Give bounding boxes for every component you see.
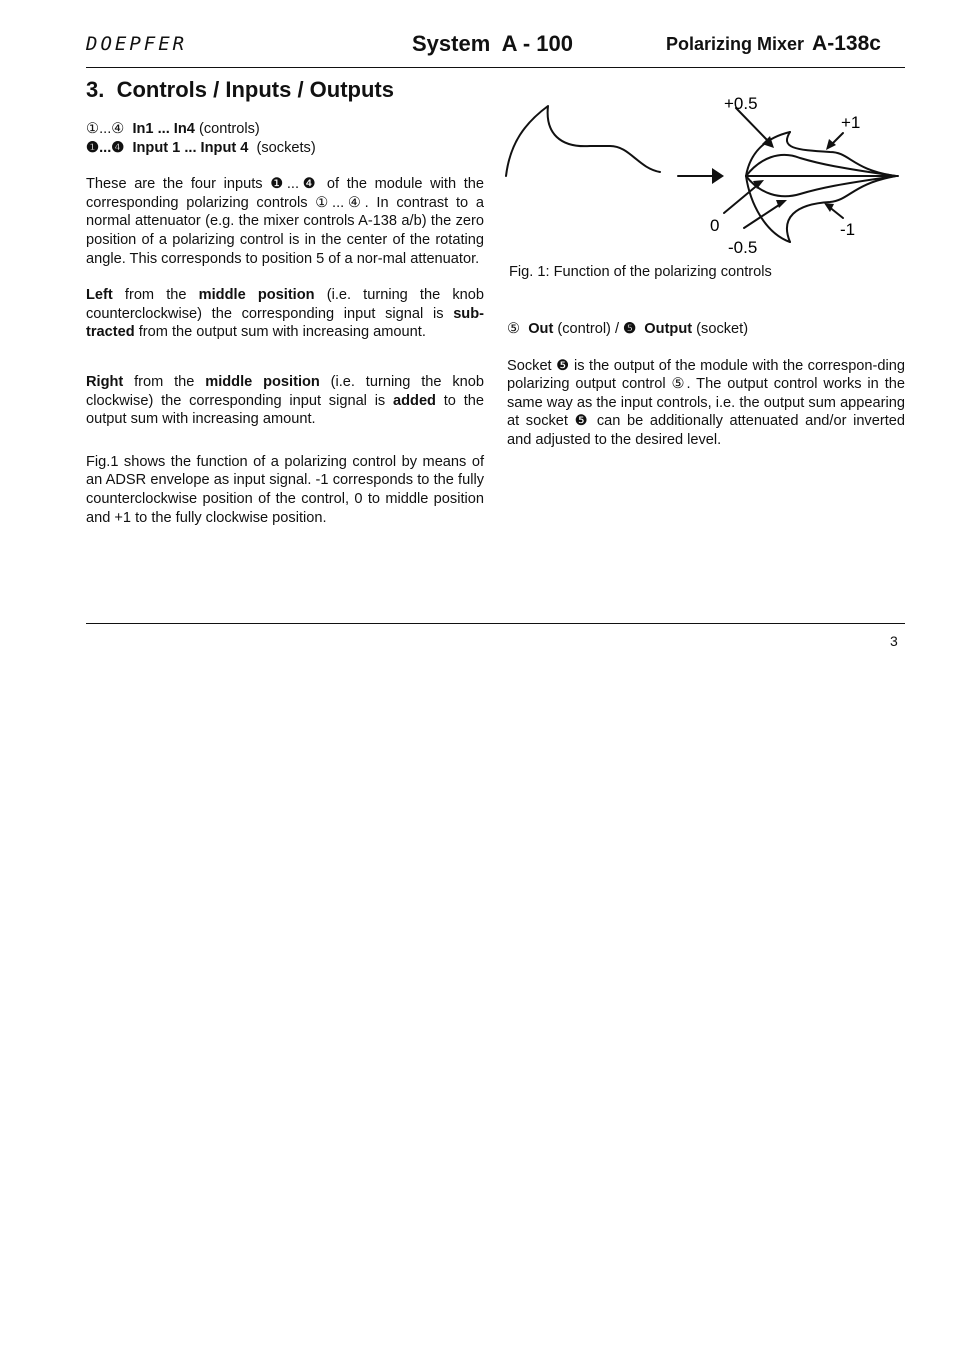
doepfer-logo: DOEPFER (86, 33, 188, 55)
input-arrowhead (712, 168, 724, 184)
envelope-inner-plus (746, 155, 896, 176)
envelope-minus05 (746, 176, 790, 242)
header-rule (86, 67, 905, 68)
right-paragraph (86, 373, 484, 429)
left-text-2: (i.e. turning the knob counterclockwise) the corresponding input signal is (86, 287, 484, 322)
right-text-1: from the (123, 373, 206, 390)
out-control-symbol: ⑤ (507, 321, 521, 337)
right-term: Right (86, 373, 124, 390)
output-line (507, 320, 905, 339)
adsr-envelope (506, 106, 660, 176)
output-socket-symbol: ❺ (623, 321, 637, 337)
fig-explanation-paragraph: Fig.1 shows the function of a polarizing control by means of an ADSR envelope as input signal. -1 corresponds to the fully counterclockwise position of the control, 0 to middle position and +1 to the fully clockwise position. (86, 453, 484, 526)
controls-note: (controls) (194, 121, 260, 137)
label-minus1: -1 (840, 220, 856, 239)
envelope-plus1 (787, 132, 896, 176)
right-text-2: (i.e. turning the knob clockwise) the corresponding input signal is (86, 373, 484, 409)
sockets-symbols: ❶...❹ (86, 139, 125, 156)
system-title: System A - 100 (412, 31, 574, 56)
out-control-note: (control) / (553, 321, 624, 337)
left-text-3: from the output sum with increasing amount. (134, 324, 426, 341)
sockets-label: Input 1 ... Input 4 (132, 139, 249, 156)
controls-label: In1 ... In4 (132, 121, 195, 137)
label-plus05: +0.5 (724, 94, 758, 113)
inputs-paragraph: These are the four inputs ❶...❹ of the module with the corresponding polarizing controls ①...④. In contrast to a normal attenuator (e.g. the mixer controls A-138 a/b) the zero position of a polarizing control is in the center of the rotating angle. This corresponds to position 5 of a nor-mal attenuator. (86, 176, 484, 267)
controls-line (86, 120, 484, 139)
label-minus05: -0.5 (728, 238, 758, 257)
page-number: 3 (890, 633, 898, 649)
added-term: added (393, 392, 436, 409)
label-plus1: +1 (841, 113, 861, 132)
left-term: Left (86, 287, 113, 304)
sockets-note: (sockets) (248, 139, 316, 156)
output-socket-note: (socket) (692, 321, 749, 337)
output-label: Output (644, 321, 693, 337)
module-code: A-138c (812, 32, 881, 55)
out-label: Out (528, 321, 554, 337)
section-title: 3. Controls / Inputs / Outputs (86, 77, 394, 102)
left-text-1: from the (112, 287, 199, 304)
right-column (507, 320, 905, 450)
arrow-zero (724, 183, 760, 213)
polarizing-function-figure (500, 88, 910, 258)
sockets-line (86, 139, 484, 158)
label-zero: 0 (710, 216, 720, 235)
module-name: Polarizing Mixer (666, 34, 805, 54)
left-paragraph (86, 286, 484, 342)
figure-caption: Fig. 1: Function of the polarizing controls (509, 264, 772, 280)
right-middle-term: middle position (205, 373, 320, 390)
footer-rule (86, 623, 905, 624)
controls-symbols: ①...④ (86, 121, 125, 137)
module-title (666, 32, 881, 56)
left-middle-term: middle position (198, 287, 315, 304)
envelope-inner-minus (746, 176, 896, 196)
output-paragraph: Socket ❺ is the output of the module with the correspon-ding polarizing output control ⑤. The output control works in the same way as the input controls, i.e. the output sum appearing at socket ❺ can be additionally attenuated and/or inverted and adjusted to the desired level. (507, 357, 905, 448)
right-text-3: to the output sum with increasing amount. (86, 392, 484, 428)
arrow-minus05 (744, 203, 782, 228)
arrow-plus05 (736, 108, 770, 143)
left-column (86, 120, 484, 527)
subtracted-term: sub-tracted (86, 305, 484, 341)
